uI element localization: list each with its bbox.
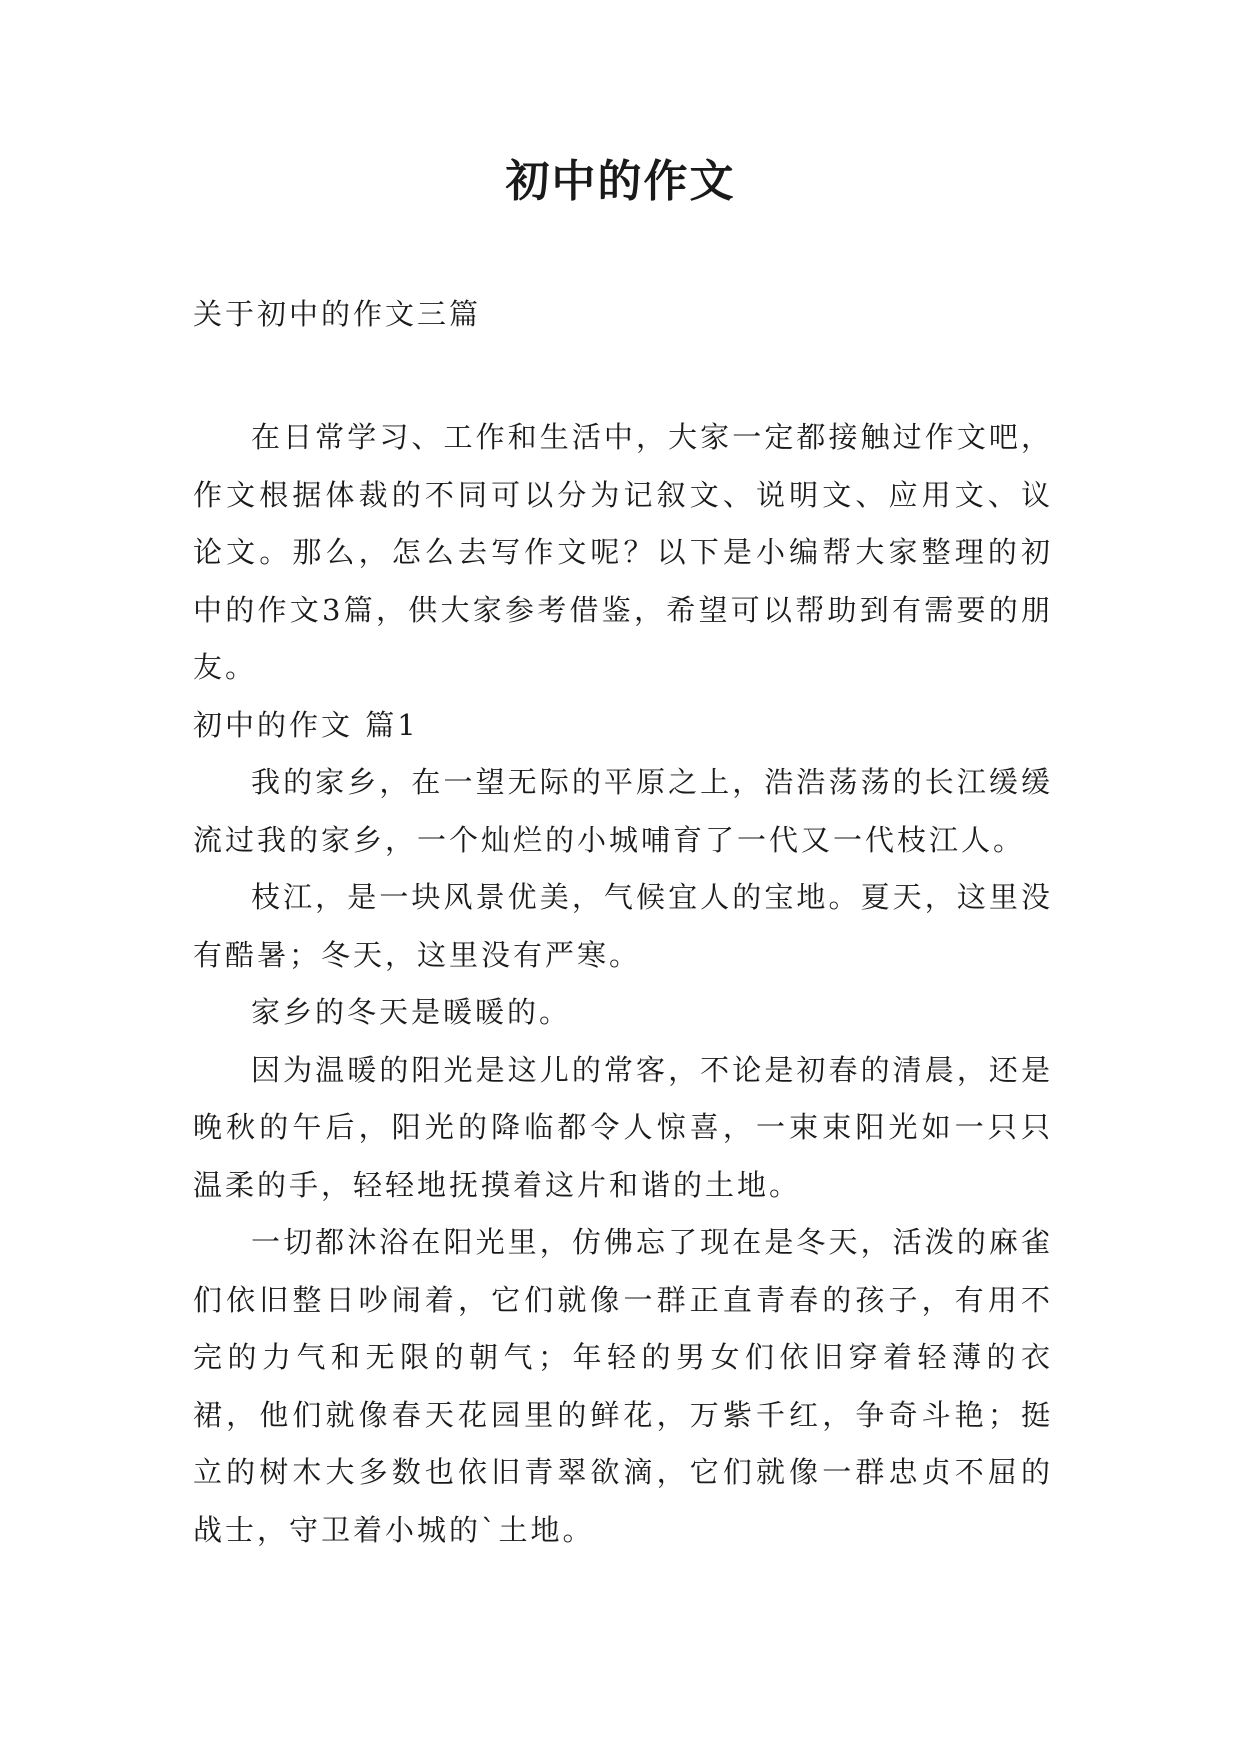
body-paragraph: 我的家乡，在一望无际的平原之上，浩浩荡荡的长江缓缓流过我的家乡，一个灿烂的小城哺育了一代又一代枝江人。: [193, 765, 1053, 857]
section-heading: 初中的作文 篇1: [193, 707, 419, 742]
body-paragraph: 枝江，是一块风景优美，气候宜人的宝地。夏天，这里没有酷暑；冬天，这里没有严寒。: [193, 880, 1053, 972]
document-subtitle: 关于初中的作文三篇: [193, 297, 482, 331]
intro-paragraph: 在日常学习、工作和生活中，大家一定都接触过作文吧，作文根据体裁的不同可以分为记叙文、说明文、应用文、议论文。那么，怎么去写作文呢？以下是小编帮大家整理的初中的作文3篇，供大家参考借鉴，希望可以帮助到有需要的朋友。: [193, 420, 1053, 684]
body-paragraph: 因为温暖的阳光是这儿的常客，不论是初春的清晨，还是晚秋的午后，阳光的降临都令人惊喜，一束束阳光如一只只温柔的手，轻轻地抚摸着这片和谐的土地。: [193, 1052, 1053, 1202]
body-paragraph: 家乡的冬天是暖暖的。: [251, 995, 572, 1029]
document-title: 初中的作文: [505, 156, 736, 207]
document-body: [193, 409, 1053, 1559]
body-paragraph: 一切都沐浴在阳光里，仿佛忘了现在是冬天，活泼的麻雀们依旧整日吵闹着，它们就像一群正直青春的孩子，有用不完的力气和无限的朝气；年轻的男女们依旧穿着轻薄的衣裙，他们就像春天花园里的鲜花，万紫千红，争奇斗艳；挺立的树木大多数也依旧青翠欲滴，它们就像一群忠贞不屈的战士，守卫着小城的`土地。: [193, 1225, 1053, 1547]
